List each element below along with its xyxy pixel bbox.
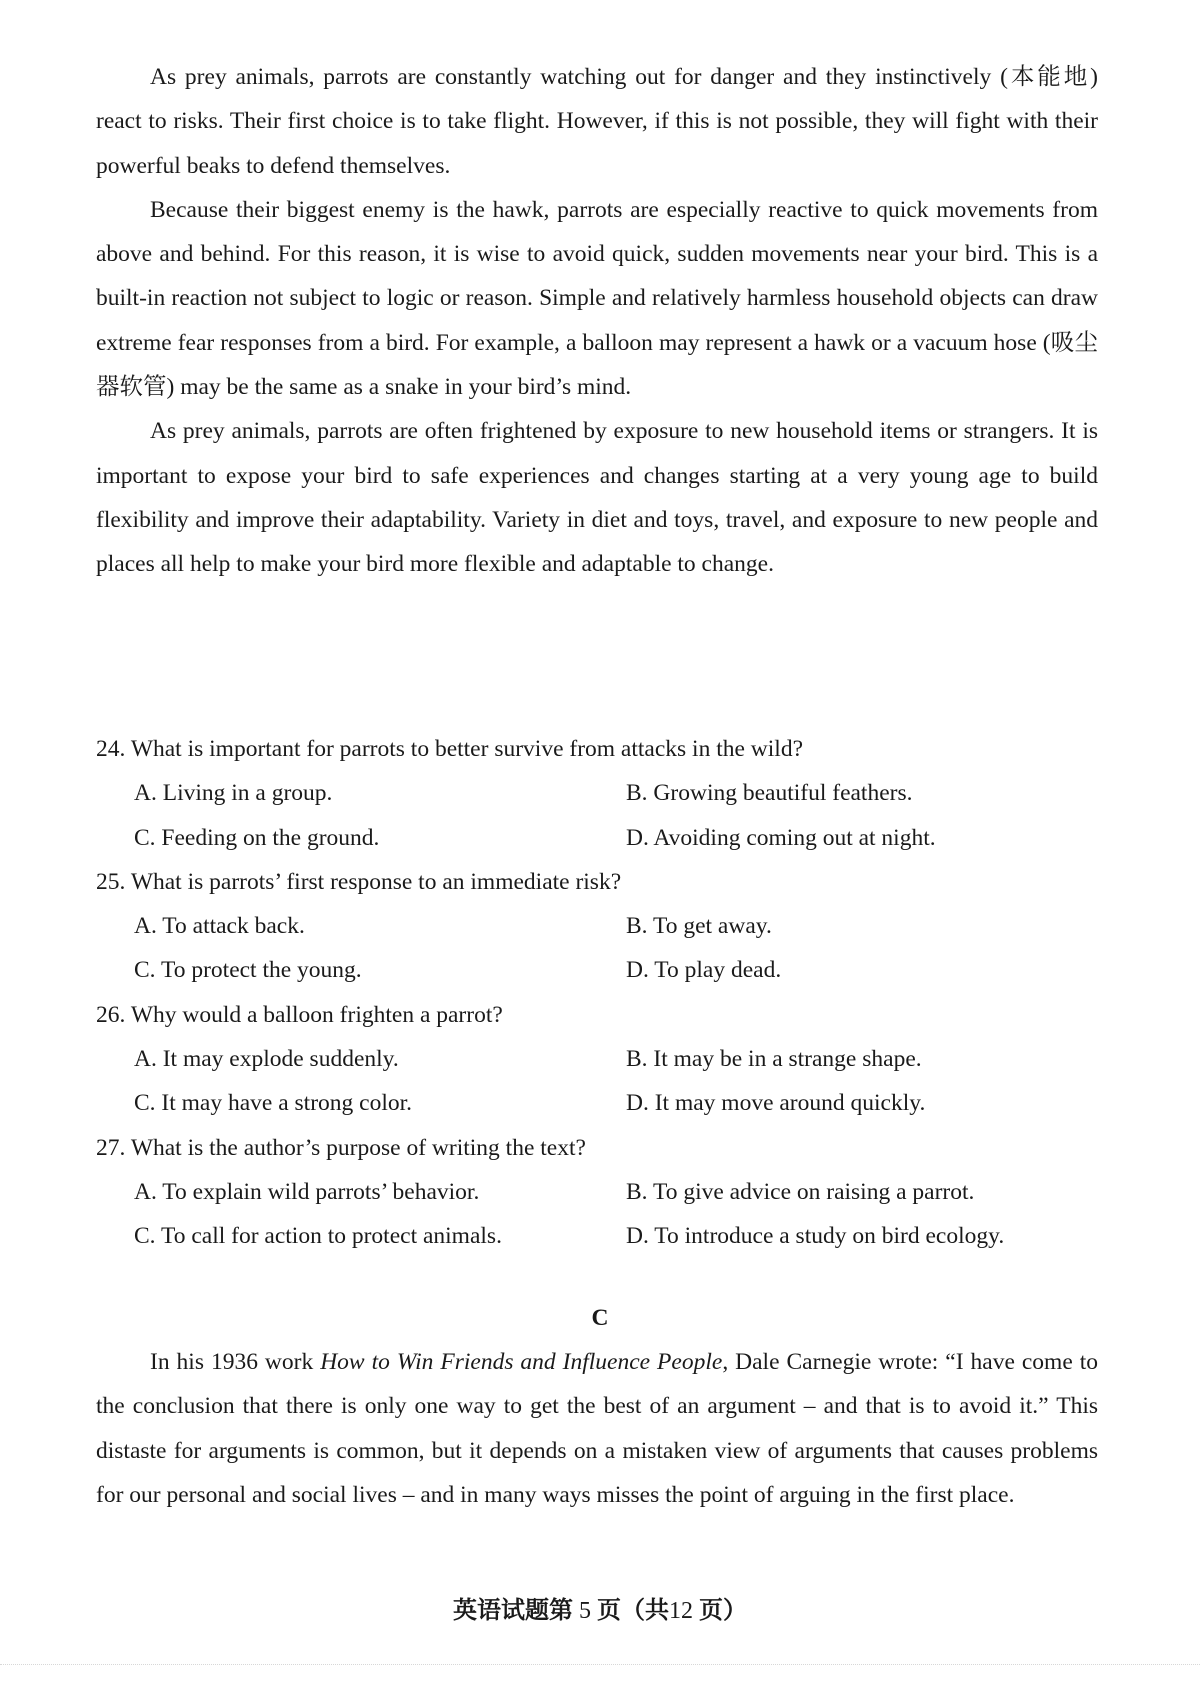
option-a: A. To explain wild parrots’ behavior. [134, 1178, 480, 1205]
passage-b-paragraph-1: As prey animals, parrots are constantly watching out for danger and they instinctively (本能地) react to risks. Their first choice is to take flight. However, if this is not possible, they will fight with their powerful beaks to defend themselves. [96, 64, 1098, 179]
option-a: A. Living in a group. [134, 780, 333, 807]
option-d: D. To play dead. [626, 957, 782, 984]
bottom-divider [0, 1664, 1200, 1665]
footer-total-pages: 12 [669, 1598, 693, 1624]
question-stem: 24. What is important for parrots to better survive from attacks in the wild? [96, 736, 803, 762]
question-25 [96, 860, 1098, 993]
passage-c-paragraph-1 [96, 1340, 1098, 1517]
option-d: D. To introduce a study on bird ecology. [626, 1223, 1005, 1250]
passage-b [96, 55, 1098, 587]
option-a: A. It may explode suddenly. [134, 1046, 399, 1073]
option-row [96, 1081, 1098, 1125]
option-c: C. It may have a strong color. [134, 1090, 413, 1117]
option-c: C. To call for action to protect animals. [134, 1223, 502, 1250]
page-footer [0, 1589, 1200, 1633]
question-stem: 26. Why would a balloon frighten a parrot? [96, 1001, 503, 1028]
option-row [96, 948, 1098, 992]
question-26 [96, 993, 1098, 1126]
footer-middle: 页（共 [597, 1598, 669, 1624]
footer-end: 页） [699, 1598, 747, 1624]
footer-label: 英语试题第 [453, 1598, 573, 1624]
option-row [96, 771, 1098, 815]
question-24 [96, 727, 1098, 860]
question-27 [96, 1126, 1098, 1259]
question-stem: 25. What is parrots’ first response to an immediate risk? [96, 868, 622, 895]
option-b: B. Growing beautiful feathers. [626, 780, 913, 807]
passage-c [96, 1340, 1098, 1517]
option-c: C. Feeding on the ground. [134, 824, 380, 851]
option-d: D. Avoiding coming out at night. [626, 824, 936, 851]
book-title: How to Win Friends and Influence People [320, 1349, 723, 1375]
passage-b-paragraph-2: Because their biggest enemy is the hawk, parrots are especially reactive to quick movements from above and behind. For this reason, it is wise to avoid quick, sudden movements near your bird. This is a built-in reaction not subject to logic or reason. Simple and relatively harmless household objects can draw extreme fear responses from a bird. For example, a balloon may represent a hawk or a vacuum hose (吸尘器软管) may be the same as a snake in your bird’s mind. [96, 196, 1098, 401]
section-heading: C [591, 1305, 609, 1331]
option-row [96, 1037, 1098, 1081]
option-a: A. To attack back. [134, 913, 305, 940]
option-row [96, 1214, 1098, 1258]
option-row [96, 904, 1098, 948]
question-stem: 27. What is the author’s purpose of writing the text? [96, 1134, 586, 1161]
option-row [96, 1170, 1098, 1214]
option-c: C. To protect the young. [134, 957, 362, 984]
option-d: D. It may move around quickly. [626, 1090, 926, 1117]
option-b: B. To get away. [626, 913, 772, 940]
passage-b-paragraph-3: As prey animals, parrots are often frightened by exposure to new household items or strangers. It is important to expose your bird to safe experiences and changes starting at a very young age to build flexibility and improve their adaptability. Variety in diet and toys, travel, and exposure to new people and places all help to make your bird more flexible and adaptable to change. [96, 418, 1098, 578]
question-list [96, 727, 1098, 1259]
intro-text: In his 1936 work [150, 1349, 321, 1375]
option-row [96, 816, 1098, 860]
option-b: B. It may be in a strange shape. [626, 1046, 922, 1073]
footer-page-number: 5 [579, 1598, 591, 1624]
intro-text-continued: , Dale Carnegie wrote: “I have come to the conclusion that there is only one way to get the best of an argument – and that is to avoid it.” This distaste for arguments is common, but it depends on a mistaken view of arguments that causes problems for our personal and social lives – and in many ways misses the point of arguing in the first place. [96, 1349, 1099, 1508]
option-b: B. To give advice on raising a parrot. [626, 1178, 975, 1205]
